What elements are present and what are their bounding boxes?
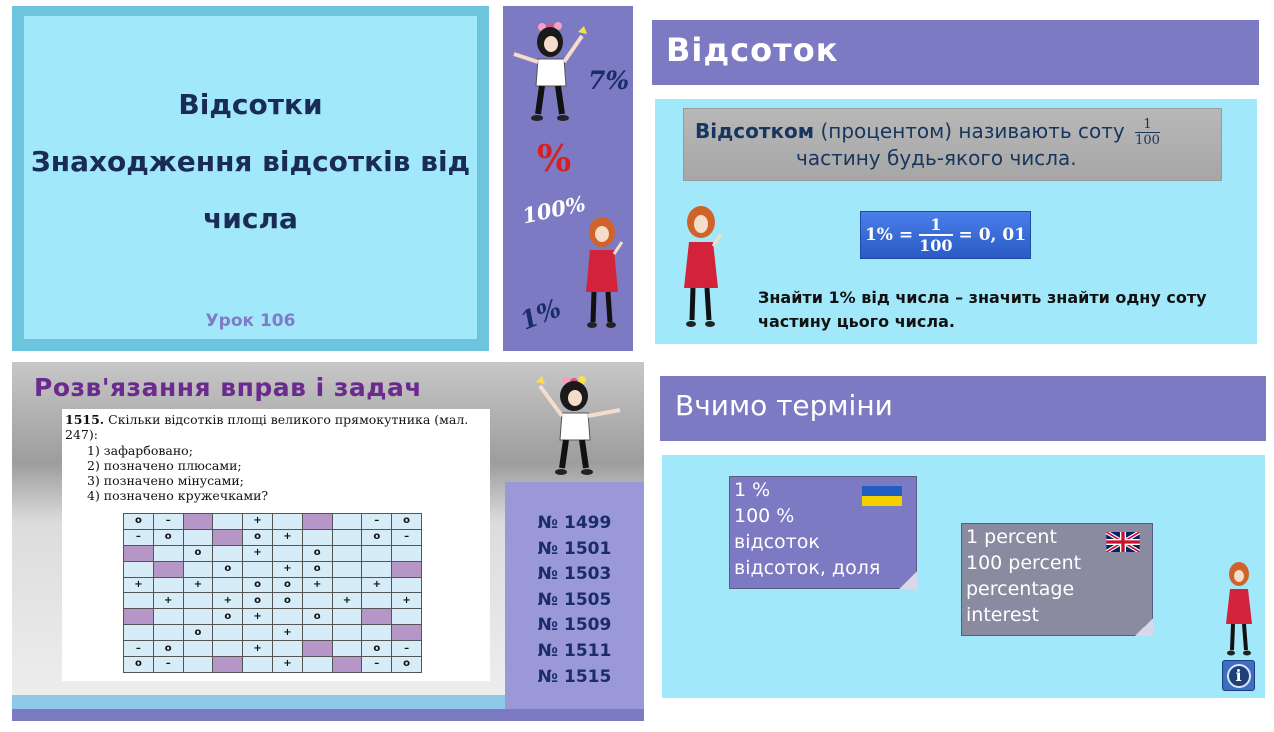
grid-cell-empty — [124, 625, 154, 641]
formula-denominator: 100 — [919, 236, 953, 255]
info-button[interactable] — [1222, 660, 1255, 691]
grid-cell-shaded — [153, 561, 183, 577]
grid-cell-empty — [243, 561, 273, 577]
grid-row — [124, 545, 422, 561]
definition-fraction — [1135, 117, 1160, 148]
grid-cell-plus: + — [153, 593, 183, 609]
exercise-item[interactable]: № 1503 — [537, 564, 612, 585]
grid-cell-minus: – — [153, 657, 183, 673]
grid-cell-plus: + — [272, 529, 302, 545]
task-item: 1) зафарбовано; — [87, 442, 193, 458]
grid-cell-circle: o — [302, 561, 332, 577]
grid-cell-plus: + — [243, 545, 273, 561]
grid-cell-plus: + — [272, 561, 302, 577]
term-ua: 100 % — [734, 505, 795, 527]
grid-row — [124, 514, 422, 530]
term-ua: відсоток — [734, 531, 820, 553]
grid-cell-plus: + — [362, 577, 392, 593]
task-item: 4) позначено кружечками? — [87, 488, 269, 504]
grid-cell-empty — [124, 561, 154, 577]
grid-cell-circle: o — [272, 593, 302, 609]
grid-cell-circle: o — [183, 625, 213, 641]
task-item: 3) позначено мінусами; — [87, 473, 244, 489]
term-ua: відсоток, доля — [734, 557, 881, 579]
girl-crown-illustration — [508, 14, 588, 126]
grid-cell-shaded — [392, 625, 422, 641]
grid-cell-empty — [153, 609, 183, 625]
grid-cell-empty — [124, 593, 154, 609]
slide1-title — [24, 76, 477, 247]
grid-cell-empty — [183, 609, 213, 625]
grid-cell-shaded — [362, 609, 392, 625]
slide4-title: Вчимо терміни — [675, 389, 893, 422]
term-en: percentage — [966, 578, 1075, 600]
exercise-item[interactable]: № 1499 — [537, 513, 612, 533]
girl-red-dress-illustration — [679, 204, 727, 332]
grid-cell-minus: – — [124, 529, 154, 545]
fraction-numerator: 1 — [1143, 117, 1152, 132]
grid-cell-plus: + — [243, 641, 273, 657]
grid-cell-shaded — [302, 641, 332, 657]
grid-cell-empty — [392, 609, 422, 625]
definition-line1 — [695, 117, 1160, 148]
grid-cell-circle: o — [213, 561, 243, 577]
grid-cell-circle: o — [243, 529, 273, 545]
grid-cell-circle: o — [243, 577, 273, 593]
grid-cell-shaded — [183, 514, 213, 530]
task-text — [65, 412, 485, 504]
grid-cell-empty — [153, 577, 183, 593]
grid-cell-plus: + — [272, 657, 302, 673]
slide2-note: Знайти 1% від числа – значить знайти одну соту частину цього числа. — [758, 288, 1207, 331]
term-en: interest — [966, 604, 1039, 626]
fraction-denominator: 100 — [1135, 133, 1160, 148]
term-ua: 1 % — [734, 479, 771, 501]
grid-cell-shaded — [124, 545, 154, 561]
grid-cell-circle: o — [362, 641, 392, 657]
grid-row — [124, 641, 422, 657]
grid-cell-circle: o — [302, 545, 332, 561]
grid-cell-circle: o — [392, 514, 422, 530]
grid-cell-minus: – — [392, 641, 422, 657]
slide1-title-line3: числа — [203, 202, 298, 235]
task-item: 2) позначено плюсами; — [87, 457, 242, 473]
grid-cell-plus: + — [392, 593, 422, 609]
grid-cell-empty — [392, 545, 422, 561]
grid-cell-circle: o — [183, 545, 213, 561]
task-number: 1515. — [65, 412, 105, 427]
grid-cell-minus: – — [362, 657, 392, 673]
grid-cell-empty — [362, 561, 392, 577]
grid-cell-empty — [213, 625, 243, 641]
grid-cell-empty — [332, 577, 362, 593]
grid-cell-empty — [183, 561, 213, 577]
grid-cell-circle: o — [153, 529, 183, 545]
grid-cell-plus: + — [243, 609, 273, 625]
grid-cell-empty — [183, 641, 213, 657]
grid-cell-plus: + — [302, 577, 332, 593]
formula-right: = 0, 01 — [958, 225, 1027, 245]
grid-cell-circle: o — [302, 609, 332, 625]
definition-term: Відсотком — [695, 119, 815, 143]
grid-cell-empty — [213, 514, 243, 530]
grid-cell-empty — [153, 545, 183, 561]
grid-cell-shaded — [302, 514, 332, 530]
grid-cell-circle: o — [243, 593, 273, 609]
task-question — [65, 412, 485, 443]
grid-cell-empty — [332, 641, 362, 657]
grid-cell-empty — [302, 657, 332, 673]
grid-cell-empty — [213, 577, 243, 593]
definition-text: (процентом) називають соту — [814, 119, 1125, 143]
grid-cell-empty — [332, 514, 362, 530]
info-icon: i — [1227, 664, 1251, 688]
grid-row — [124, 625, 422, 641]
grid-cell-plus: + — [243, 514, 273, 530]
grid-cell-empty — [362, 625, 392, 641]
grid-cell-empty — [272, 609, 302, 625]
slide3-band-purple — [12, 709, 644, 721]
grid-cell-empty — [362, 545, 392, 561]
slide1-title-line1: Відсотки — [178, 88, 323, 121]
decor-percent-sign: % — [537, 138, 572, 180]
grid-cell-empty — [332, 609, 362, 625]
grid-cell-minus: – — [124, 641, 154, 657]
ukraine-flag-icon — [862, 486, 902, 506]
grid-cell-minus: – — [362, 514, 392, 530]
grid-cell-minus: – — [392, 529, 422, 545]
girl-red-dress-illustration — [580, 214, 628, 332]
grid-cell-empty — [272, 545, 302, 561]
grid-cell-plus: + — [332, 593, 362, 609]
grid-cell-empty — [302, 625, 332, 641]
grid-cell-empty — [392, 577, 422, 593]
girl-crown-illustration — [530, 372, 626, 480]
grid-cell-shaded — [213, 657, 243, 673]
grid-cell-empty — [272, 514, 302, 530]
formula-box — [860, 211, 1031, 259]
grid-cell-empty — [332, 625, 362, 641]
grid-cell-shaded — [332, 657, 362, 673]
grid-cell-empty — [302, 529, 332, 545]
task-question-text: Скільки відсотків площі великого прямокутника (мал. 247): — [65, 412, 469, 443]
grid-cell-empty — [362, 593, 392, 609]
uk-flag-icon — [1106, 532, 1140, 552]
grid-cell-circle: o — [362, 529, 392, 545]
grid-cell-circle: o — [124, 514, 154, 530]
slide1-title-line2: Знаходження відсотків від — [30, 145, 471, 178]
grid-cell-empty — [213, 641, 243, 657]
exercise-list — [505, 511, 644, 690]
grid-cell-circle: o — [213, 609, 243, 625]
grid-cell-empty — [332, 545, 362, 561]
grid-row — [124, 657, 422, 673]
grid-cell-empty — [302, 593, 332, 609]
slide2-title: Відсоток — [666, 31, 839, 69]
decor-1-percent: 1% — [516, 293, 566, 336]
grid-cell-minus: – — [153, 514, 183, 530]
grid-cell-empty — [183, 529, 213, 545]
grid-cell-empty — [183, 593, 213, 609]
slide3-title: Розв'язання вправ і задач — [34, 373, 423, 402]
definition-line2: частину будь-якого числа. — [796, 146, 1077, 170]
formula-left: 1% = — [864, 225, 914, 245]
exercise-item[interactable]: № 1511 — [537, 640, 612, 661]
grid-cell-circle: o — [392, 657, 422, 673]
exercise-item[interactable]: № 1505 — [537, 589, 612, 610]
exercise-item[interactable]: № 1501 — [537, 538, 612, 559]
exercise-item[interactable]: № 1509 — [537, 615, 612, 636]
grid-cell-plus: + — [272, 625, 302, 641]
english-terms-note — [961, 523, 1153, 636]
grid-cell-empty — [332, 561, 362, 577]
grid-cell-shaded — [213, 529, 243, 545]
grid-cell-shaded — [392, 561, 422, 577]
grid-cell-empty — [332, 529, 362, 545]
grid-row — [124, 561, 422, 577]
term-en: 100 percent — [966, 552, 1082, 574]
lesson-number: Урок 106 — [205, 311, 296, 331]
ukrainian-terms-note — [729, 476, 917, 589]
grid-cell-circle: o — [124, 657, 154, 673]
grid-row — [124, 609, 422, 625]
grid-cell-shaded — [124, 609, 154, 625]
grid-cell-empty — [153, 625, 183, 641]
page-curl — [899, 571, 917, 589]
grid-row — [124, 577, 422, 593]
formula-numerator: 1 — [930, 215, 942, 234]
grid-row — [124, 593, 422, 609]
formula-fraction — [919, 215, 952, 255]
grid-cell-empty — [272, 641, 302, 657]
grid-cell-plus: + — [124, 577, 154, 593]
grid-cell-circle: o — [153, 641, 183, 657]
grid-cell-empty — [243, 657, 273, 673]
grid-cell-empty — [213, 545, 243, 561]
girl-red-dress-illustration — [1222, 560, 1258, 660]
page-curl — [1135, 618, 1153, 636]
grid-cell-empty — [183, 657, 213, 673]
grid-cell-empty — [243, 625, 273, 641]
grid-row — [124, 529, 422, 545]
decor-100-percent: 100% — [520, 190, 588, 229]
grid-cell-plus: + — [213, 593, 243, 609]
exercise-item[interactable]: № 1515 — [537, 666, 612, 687]
term-en: 1 percent — [966, 526, 1057, 548]
decor-7-percent: 7% — [588, 66, 630, 95]
task-grid — [123, 513, 422, 673]
grid-cell-plus: + — [183, 577, 213, 593]
grid-cell-circle: o — [272, 577, 302, 593]
